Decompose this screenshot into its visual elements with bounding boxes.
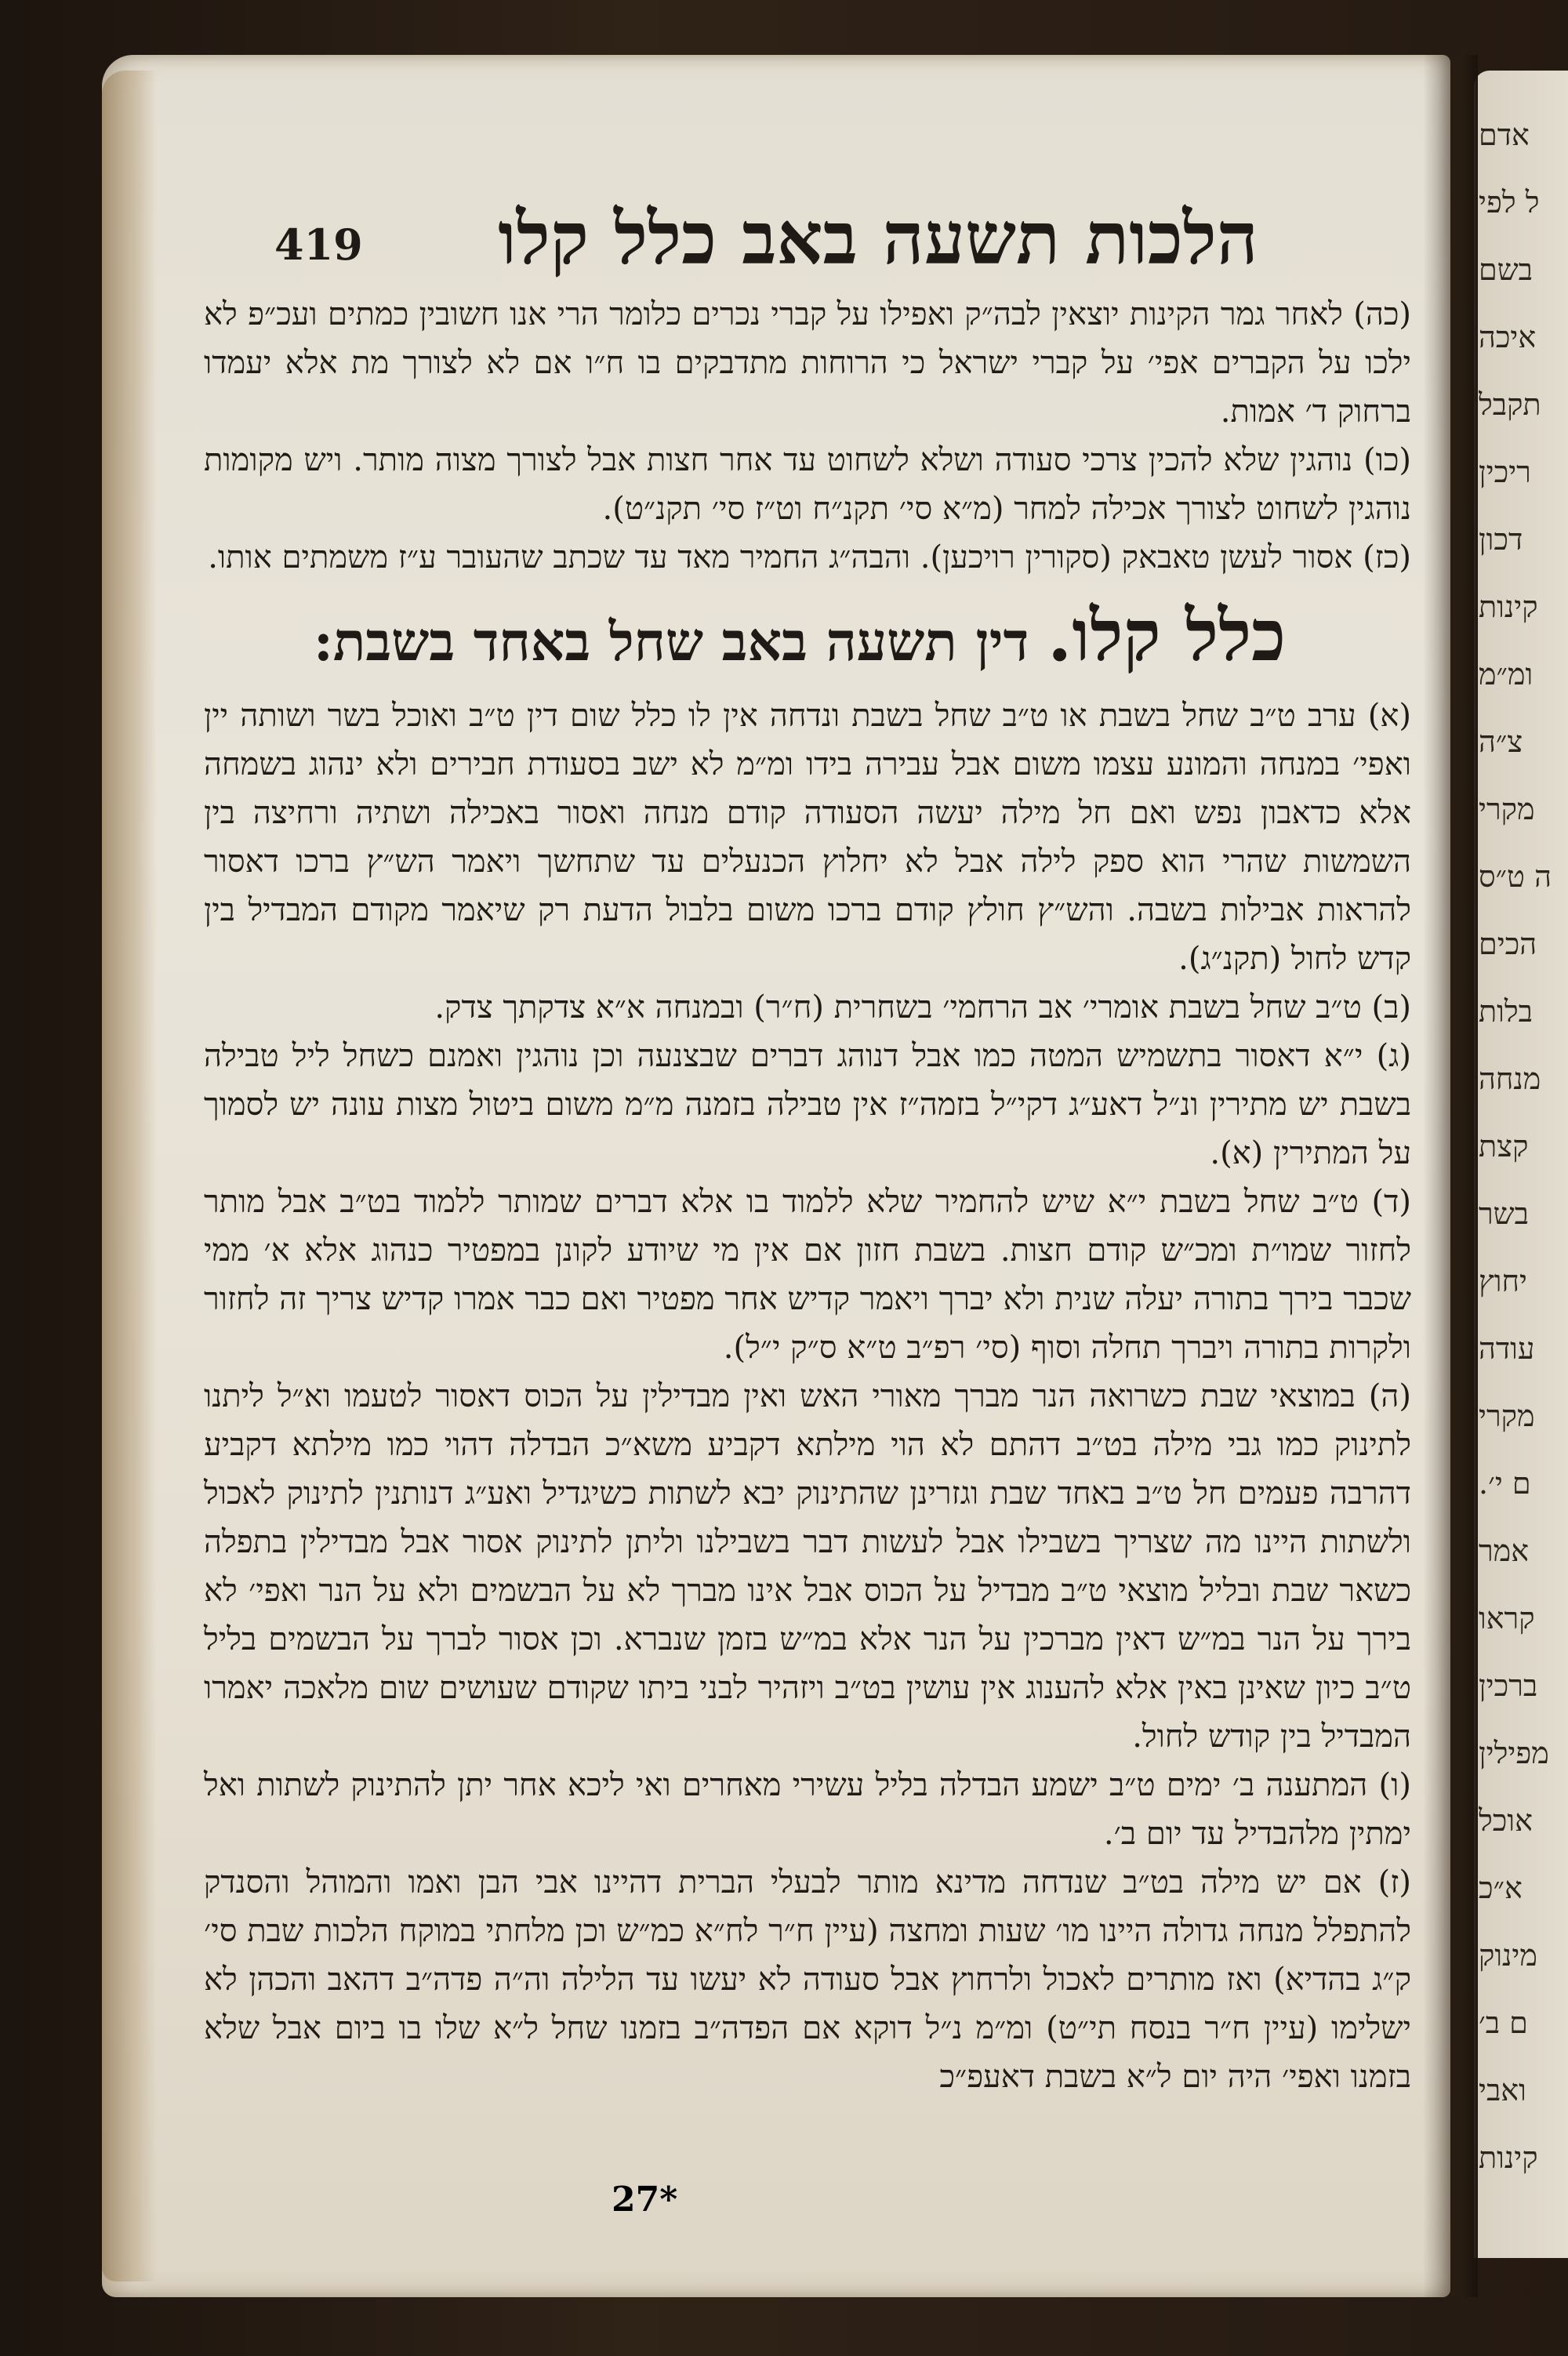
paragraph: (כו) נוהגין שלא להכין צרכי סעודה ושלא לשחוט עד אחר חצות אבל לצורך מצוה מותר. ויש מקומות נוהגין לשחוט לצורך אכילה למחר (מ״א סי׳ תקנ״ח וט״ז סי׳ תקנ״ט). <box>204 442 1411 527</box>
paragraph: (ג) י״א דאסור בתשמיש המטה כמו אבל דנוהג דברים שבצנעה וכן נוהגין ואמנם כשחל ליל טבילה בשבת יש מתירין ונ״ל דאע״ג דקי״ל בזמה״ז אין טבילה בזמנה מ״מ משום ביטול מצות עונה יש לסמוך על המתירין (א). <box>204 1038 1411 1171</box>
paragraph: (כה) לאחר גמר הקינות יוצאין לבה״ק ואפילו על קברי נכרים כלומר הרי אנו חשובין כמתים ועכ״פ לא ילכו על הקברים אפי׳ על קברי ישראל כי הרוחות מתדבקים בו ח״ו אם לא לצורך מת אלא יעמדו ברחוק ד׳ אמות. <box>204 296 1411 430</box>
section-number: כלל קלו. <box>1047 594 1287 677</box>
paragraph: (ז) אם יש מילה בט״ב שנדחה מדינא מותר לבעלי הברית דהיינו אבי הבן ואמו והמוהל והסנדק להתפלל מנחה גדולה היינו מו׳ שעות ומחצה (עיין ח״ר לח״א כמ״ש וכן מלחתי במוקח הלכות שבת סי׳ ק״ג בהדיא) ואז מותרים לאכול ולרחוץ אבל סעודה לא יעשו עד הלילה וה״ה פדה״ב דהאב והכהן לא ישלימו (עיין ח״ר בנסח תי״ט) ומ״מ נ״ל דוקא אם הפדה״ב בזמנו שחל ל״א שלו בו ביום אבל שלא בזמנו ואפי׳ היה יום ל״א בשבת דאעפ״כ <box>204 1864 1411 2095</box>
running-head: הלכות תשעה באב כלל קלו <box>498 196 1258 281</box>
paragraph: (כז) אסור לעשן טאבאק (סקורין רויכען). והבה״ג החמיר מאד עד שכתב שהעובר ע״ז משמתים אותו. <box>208 539 1411 575</box>
page-edge-shadow <box>102 71 157 2282</box>
facing-page-text: ל לפי <box>1479 185 1540 220</box>
facing-page-text: מפילין <box>1479 1736 1549 1770</box>
main-paragraphs <box>157 692 1443 2101</box>
facing-page-text: ם ב׳ <box>1479 2006 1528 2040</box>
paragraph: (ב) ט״ב שחל בשבת אומרי׳ אב הרחמי׳ בשחרית (ח״ר) ובמנחה א״א צדקתך צדק. <box>434 989 1411 1026</box>
paragraph: (ו) המתענה ב׳ ימים ט״ב ישמע הבדלה בליל עשירי מאחרים ואי ליכא אחר יתן להתינוק לשתות ואל ימתין מלהבדיל עד יום ב׳. <box>204 1767 1411 1852</box>
facing-page-text: קראו <box>1479 1601 1535 1635</box>
facing-page-text: תקבל <box>1479 387 1541 422</box>
facing-page-text: הכים <box>1479 927 1537 961</box>
facing-page-text: יחוץ <box>1479 1264 1527 1298</box>
facing-page-text: ברכין <box>1479 1668 1538 1703</box>
facing-page-text: מקרי <box>1479 1399 1535 1433</box>
facing-page-text: קצת <box>1479 1129 1529 1163</box>
facing-page-text: קינות <box>1479 2140 1538 2175</box>
facing-page-fragment <box>1474 71 1568 2258</box>
facing-page-text: בשר <box>1479 1196 1529 1231</box>
facing-page-text: ם י׳. <box>1479 1466 1531 1501</box>
top-paragraphs <box>157 290 1443 582</box>
facing-page-text: אוכל <box>1479 1803 1533 1838</box>
facing-page-text: מנחה <box>1479 1062 1541 1096</box>
page-number: 419 <box>274 220 363 270</box>
paragraph: (א) ערב ט״ב שחל בשבת או ט״ב שחל בשבת ונדחה אין לו כלל שום דין ט״ב ואוכל בשר ושותה יין ואפי׳ במנחה והמונע עצמו משום אבל עבירה בידו ומ״מ לא ישב בסעודת חבירים ולא ינהוג בשמחה אלא כדאבון נפש ואם חל מילה יעשה הסעודה קודם מנחה ואסור באכילה ושתיה ורחיצה בין השמשות שהרי הוא ספק לילה אבל לא יחלוץ הכנעלים עד שתחשך ויאמר הש״ץ ברכו דאסור להראות אבילות בשבה. והש״ץ חולץ קודם ברכו משום בלבול הדעת רק שיאמר מקודם המבדיל בין קדש לחול (תקנ״ג). <box>204 698 1411 977</box>
facing-page-text: ה ט״ס <box>1479 859 1552 894</box>
facing-page-text: איכה <box>1479 320 1537 354</box>
facing-page-text: א״כ <box>1479 1871 1523 1905</box>
facing-page-text: ואבי <box>1479 2073 1526 2107</box>
facing-page-text: מינוק <box>1479 1938 1537 1973</box>
facing-page-text: אמר <box>1479 1534 1529 1568</box>
page-header <box>157 172 1443 290</box>
section-title: דין תשעה באב שחל באחד בשבת: <box>313 611 1029 673</box>
facing-page-text: עודה <box>1479 1331 1535 1366</box>
facing-page-text: צ״ה <box>1479 724 1523 759</box>
facing-page-text: מקרי <box>1479 792 1535 826</box>
paragraph: (ד) ט״ב שחל בשבת י״א שיש להחמיר שלא ללמוד בו אלא דברים שמותר ללמוד בט״ב אבל מותר לחזור שמו״ת ומכ״ש קודם חצות. בשבת חזון אם אין מי שיודע לקונן במפטיר כנהוג אלא א׳ ממי שכבר בירך בתורה יעלה שנית ולא יברך ויאמר קדיש אחר מפטיר ואם כבר אמרו קדיש צריך זה לחזור ולקרות בתורה ויברך תחלה וסוף (סי׳ רפ״ב ט״א ס״ק י״ל). <box>204 1184 1411 1366</box>
facing-page-text: ריכין <box>1479 455 1531 489</box>
facing-page-text: דכון <box>1479 522 1523 557</box>
facing-page-text: ומ״מ <box>1479 657 1534 692</box>
paragraph: (ה) במוצאי שבת כשרואה הנר מברך מאורי האש ואין מבדילין על הכוס דאסור לטעמו וא״ל ליתנו לתינוק כמו גבי מילה בט״ב דהתם לא הוי מילתא דקביע משא״כ הבדלה דהוי כמו מילתא דקביע דהרבה פעמים חל ט״ב באחד שבת וגזרינן שהתינוק יבא לשתות כשיגדיל ואע״ג דנותנין לתינוק לאכול ולשתות היינו מה שצריך בשבילו אבל לעשות דבר בשבילנו וליתן לתינוק אסור אבל מבדילין בתפלה כשאר שבת ובליל מוצאי ט״ב מבדיל על הכוס אבל אינו מברך לא על הבשמים ולא על הנר ואפי׳ לא בירך על הנר במ״ש דאין מברכין על הנר אלא במ״ש בזמן שנברא. וכן אסור לברך על הבשמים בליל ט״ב כיון שאינן באין אלא להענוג אין עושין בט״ב ויזהיר לבני ביתו שקודם שעושים שום מלאכה יאמרו המבדיל בין קודש לחול. <box>204 1378 1412 1755</box>
facing-page-text: קינות <box>1479 590 1538 624</box>
facing-page-text: אדם <box>1479 118 1530 152</box>
printer-signature: 27* <box>612 2180 678 2220</box>
section-heading <box>157 593 1443 685</box>
facing-page-text: בלות <box>1479 994 1533 1029</box>
facing-page-text: בשם <box>1479 252 1533 287</box>
page-content <box>157 172 1443 2101</box>
